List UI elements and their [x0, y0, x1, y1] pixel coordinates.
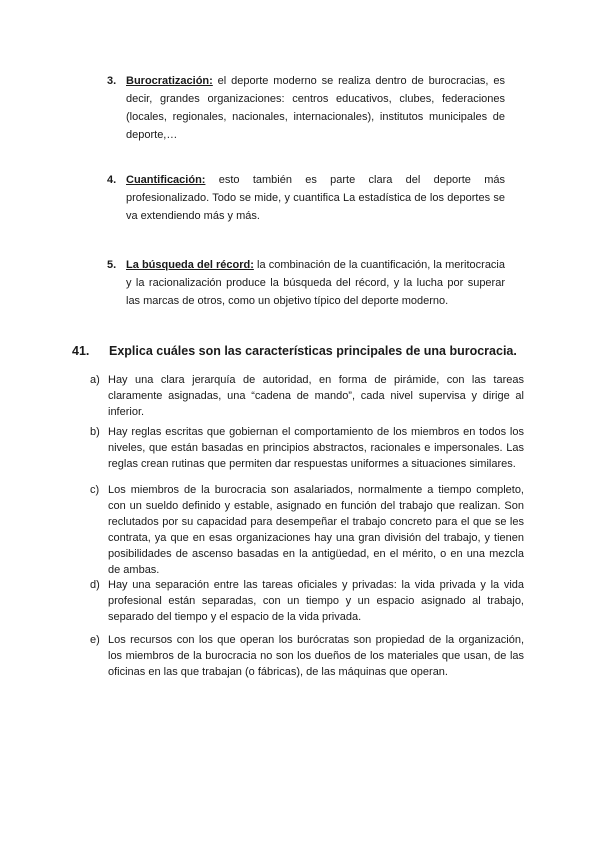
item-text: la combinación de la cuantificación, la meritocracia y la racionalización produce la búsqueda del récord, y la lucha por superar las marcas de otros, como un objetivo típico del deporte moderno. [126, 259, 505, 307]
answer-text: Hay una clara jerarquía de autoridad, en forma de pirámide, con las tareas claramente asignadas, una “cadena de mando”, cada nivel supervisa y dirige al inferior. [108, 374, 524, 418]
item-term: Cuantificación: [126, 174, 206, 186]
item-number: 4. [107, 174, 117, 186]
answer-letter: c) [90, 484, 100, 496]
answer-item-d [90, 577, 524, 625]
item-term: Burocratización: [126, 75, 213, 87]
answer-text: Los miembros de la burocracia son asalariados, normalmente a tiempo completo, con un sueldo definido y estable, asignado en función del trabajo que realizan. Son reclutados por su capacidad para desempeñar el trabajo concreto para el que se les contrata, ya que en esas organizaciones hay una gran división del trabajo, y tienen posibilidades de ascenso basadas en la antigüedad, en el mérito, o en una mezcla de ambas. [108, 484, 524, 576]
item-term: La búsqueda del récord: [126, 259, 254, 271]
list-item-busqueda-record [107, 256, 507, 312]
answer-letter: b) [90, 426, 100, 438]
item-text: el deporte moderno se realiza dentro de burocracias, es decir, grandes organizaciones: centros educativos, clubes, federaciones (locales, regionales, nacionales, internacionales), institutos municipales de deporte,… [126, 75, 505, 141]
answer-text: Los recursos con los que operan los burócratas son propiedad de la organización, los miembros de la burocracia no son los dueños de los materiales que usan, de las oficinas en las que trabajan (o fábricas), de las máquinas que operan. [108, 634, 524, 678]
answer-item-c [90, 482, 524, 576]
list-item-cuantificacion [107, 171, 507, 227]
item-text: esto también es parte clara del deporte más profesionalizado. Todo se mide, y cuantifica La estadística de los deportes se va extendiendo más y más. [126, 174, 505, 222]
answer-item-a [90, 372, 524, 420]
question-text: Explica cuáles son las características principales de una burocracia. [109, 344, 517, 358]
answer-letter: e) [90, 634, 100, 646]
question-number: 41. [72, 344, 90, 358]
item-body [126, 72, 505, 144]
question-heading [72, 342, 517, 362]
item-number: 3. [107, 75, 117, 87]
list-item-burocratizacion [107, 72, 507, 148]
answer-letter: d) [90, 579, 100, 591]
answer-letter: a) [90, 374, 100, 386]
item-body [126, 256, 505, 310]
answer-item-b [90, 424, 524, 472]
answer-text: Hay una separación entre las tareas oficiales y privadas: la vida privada y la vida profesional están separadas, con un tiempo y un espacio asignado al trabajo, separado del tiempo y el espacio de la vida privada. [108, 579, 524, 623]
answer-item-e [90, 632, 524, 680]
item-number: 5. [107, 259, 117, 271]
item-body [126, 171, 505, 225]
answer-text: Hay reglas escritas que gobiernan el comportamiento de los miembros en todos los niveles, que están basadas en principios abstractos, racionales e impersonales. Las reglas crean rutinas que permiten dar respuestas uniformes a situaciones similares. [108, 426, 524, 470]
